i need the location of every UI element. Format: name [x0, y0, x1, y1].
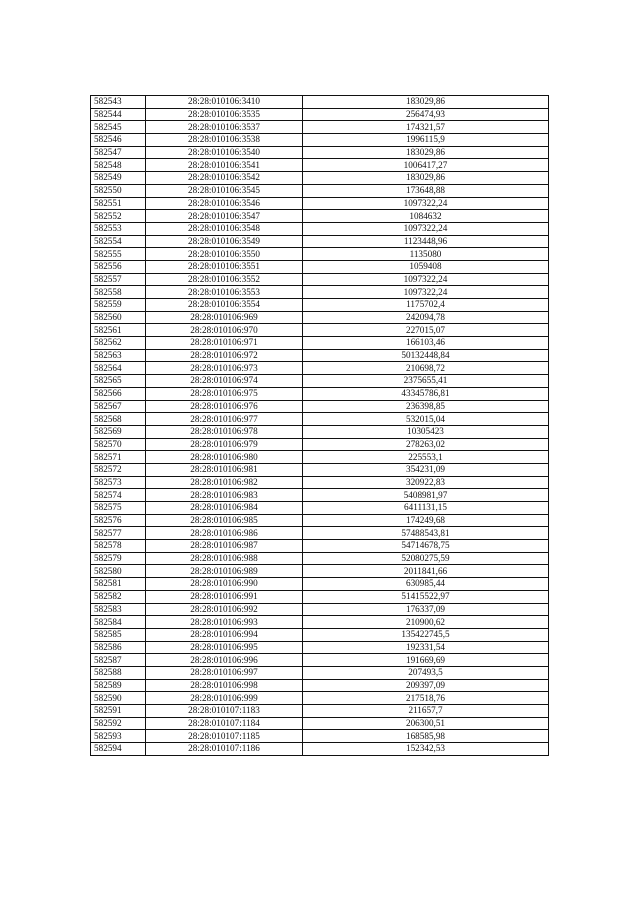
row-number-cell: 582576	[91, 514, 146, 527]
cadastral-value-cell: 1059408	[303, 260, 549, 273]
table-row	[91, 337, 549, 350]
table-row	[91, 603, 549, 616]
table-row	[91, 184, 549, 197]
cadastral-value-table	[90, 95, 549, 756]
table-row	[91, 108, 549, 121]
row-number-cell: 582554	[91, 235, 146, 248]
cadastral-number-cell: 28:28:010106:980	[146, 451, 303, 464]
cadastral-value-cell: 191669,69	[303, 654, 549, 667]
cadastral-number-cell: 28:28:010106:3546	[146, 197, 303, 210]
cadastral-value-cell: 152342,53	[303, 743, 549, 756]
cadastral-number-cell: 28:28:010106:3552	[146, 273, 303, 286]
cadastral-number-cell: 28:28:010106:986	[146, 527, 303, 540]
table-row	[91, 96, 549, 109]
table-row	[91, 489, 549, 502]
row-number-cell: 582587	[91, 654, 146, 667]
cadastral-value-cell: 168585,98	[303, 730, 549, 743]
cadastral-value-cell: 227015,07	[303, 324, 549, 337]
cadastral-number-cell: 28:28:010106:993	[146, 616, 303, 629]
cadastral-number-cell: 28:28:010106:3535	[146, 108, 303, 121]
cadastral-number-cell: 28:28:010106:983	[146, 489, 303, 502]
cadastral-number-cell: 28:28:010106:3545	[146, 184, 303, 197]
cadastral-value-cell: 532015,04	[303, 413, 549, 426]
row-number-cell: 582559	[91, 299, 146, 312]
table-row	[91, 552, 549, 565]
table-row	[91, 197, 549, 210]
cadastral-number-cell: 28:28:010106:988	[146, 552, 303, 565]
table-row	[91, 730, 549, 743]
cadastral-number-cell: 28:28:010106:972	[146, 349, 303, 362]
row-number-cell: 582593	[91, 730, 146, 743]
table-row	[91, 641, 549, 654]
table-row	[91, 438, 549, 451]
row-number-cell: 582591	[91, 705, 146, 718]
row-number-cell: 582586	[91, 641, 146, 654]
row-number-cell: 582563	[91, 349, 146, 362]
cadastral-number-cell: 28:28:010106:984	[146, 502, 303, 515]
cadastral-number-cell: 28:28:010106:3538	[146, 134, 303, 147]
row-number-cell: 582574	[91, 489, 146, 502]
row-number-cell: 582565	[91, 375, 146, 388]
cadastral-value-cell: 1135080	[303, 248, 549, 261]
cadastral-value-cell: 1097322,24	[303, 286, 549, 299]
table-row	[91, 514, 549, 527]
cadastral-number-cell: 28:28:010106:969	[146, 311, 303, 324]
cadastral-value-cell: 176337,09	[303, 603, 549, 616]
row-number-cell: 582564	[91, 362, 146, 375]
table-row	[91, 616, 549, 629]
cadastral-number-cell: 28:28:010106:997	[146, 666, 303, 679]
cadastral-number-cell: 28:28:010106:3540	[146, 146, 303, 159]
table-row	[91, 146, 549, 159]
cadastral-value-cell: 135422745,5	[303, 628, 549, 641]
cadastral-value-cell: 217518,76	[303, 692, 549, 705]
cadastral-value-cell: 630985,44	[303, 578, 549, 591]
table-row	[91, 425, 549, 438]
cadastral-value-cell: 166103,46	[303, 337, 549, 350]
cadastral-value-cell: 1006417,27	[303, 159, 549, 172]
cadastral-value-cell: 236398,85	[303, 400, 549, 413]
row-number-cell: 582592	[91, 717, 146, 730]
cadastral-value-cell: 54714678,75	[303, 540, 549, 553]
cadastral-number-cell: 28:28:010106:990	[146, 578, 303, 591]
cadastral-value-cell: 209397,09	[303, 679, 549, 692]
cadastral-value-cell: 183029,86	[303, 96, 549, 109]
row-number-cell: 582580	[91, 565, 146, 578]
cadastral-value-cell: 174249,68	[303, 514, 549, 527]
cadastral-value-cell: 183029,86	[303, 146, 549, 159]
row-number-cell: 582544	[91, 108, 146, 121]
cadastral-number-cell: 28:28:010106:3554	[146, 299, 303, 312]
row-number-cell: 582543	[91, 96, 146, 109]
table-row	[91, 578, 549, 591]
cadastral-value-cell: 210698,72	[303, 362, 549, 375]
table-row	[91, 502, 549, 515]
table-row	[91, 451, 549, 464]
table-row	[91, 705, 549, 718]
cadastral-number-cell: 28:28:010106:976	[146, 400, 303, 413]
row-number-cell: 582578	[91, 540, 146, 553]
cadastral-number-cell: 28:28:010106:974	[146, 375, 303, 388]
cadastral-value-cell: 225553,1	[303, 451, 549, 464]
cadastral-value-cell: 320922,83	[303, 476, 549, 489]
cadastral-number-cell: 28:28:010106:995	[146, 641, 303, 654]
row-number-cell: 582549	[91, 172, 146, 185]
table-row	[91, 172, 549, 185]
cadastral-value-cell: 52080275,59	[303, 552, 549, 565]
cadastral-number-cell: 28:28:010106:3548	[146, 222, 303, 235]
table-row	[91, 527, 549, 540]
table-row	[91, 540, 549, 553]
cadastral-number-cell: 28:28:010106:987	[146, 540, 303, 553]
cadastral-value-cell: 1097322,24	[303, 273, 549, 286]
table-row	[91, 476, 549, 489]
row-number-cell: 582571	[91, 451, 146, 464]
cadastral-number-cell: 28:28:010106:3542	[146, 172, 303, 185]
cadastral-value-cell: 5408981,97	[303, 489, 549, 502]
row-number-cell: 582582	[91, 590, 146, 603]
cadastral-number-cell: 28:28:010106:975	[146, 387, 303, 400]
row-number-cell: 582573	[91, 476, 146, 489]
cadastral-number-cell: 28:28:010106:991	[146, 590, 303, 603]
table-row	[91, 299, 549, 312]
cadastral-value-cell: 1123448,96	[303, 235, 549, 248]
cadastral-value-cell: 6411131,15	[303, 502, 549, 515]
row-number-cell: 582551	[91, 197, 146, 210]
table-row	[91, 717, 549, 730]
table-row	[91, 375, 549, 388]
row-number-cell: 582566	[91, 387, 146, 400]
cadastral-number-cell: 28:28:010106:992	[146, 603, 303, 616]
cadastral-value-cell: 192331,54	[303, 641, 549, 654]
row-number-cell: 582560	[91, 311, 146, 324]
row-number-cell: 582547	[91, 146, 146, 159]
row-number-cell: 582589	[91, 679, 146, 692]
cadastral-number-cell: 28:28:010106:3547	[146, 210, 303, 223]
table-row	[91, 273, 549, 286]
cadastral-value-cell: 57488543,81	[303, 527, 549, 540]
row-number-cell: 582583	[91, 603, 146, 616]
cadastral-number-cell: 28:28:010106:982	[146, 476, 303, 489]
cadastral-number-cell: 28:28:010106:970	[146, 324, 303, 337]
cadastral-value-cell: 207493,5	[303, 666, 549, 679]
cadastral-number-cell: 28:28:010107:1185	[146, 730, 303, 743]
cadastral-number-cell: 28:28:010106:3410	[146, 96, 303, 109]
row-number-cell: 582588	[91, 666, 146, 679]
cadastral-value-cell: 2375655,41	[303, 375, 549, 388]
cadastral-value-cell: 256474,93	[303, 108, 549, 121]
table-row	[91, 349, 549, 362]
row-number-cell: 582584	[91, 616, 146, 629]
table-row	[91, 260, 549, 273]
cadastral-number-cell: 28:28:010106:3550	[146, 248, 303, 261]
cadastral-number-cell: 28:28:010106:981	[146, 463, 303, 476]
cadastral-number-cell: 28:28:010106:979	[146, 438, 303, 451]
cadastral-number-cell: 28:28:010106:989	[146, 565, 303, 578]
row-number-cell: 582556	[91, 260, 146, 273]
cadastral-number-cell: 28:28:010106:996	[146, 654, 303, 667]
row-number-cell: 582562	[91, 337, 146, 350]
table-row	[91, 210, 549, 223]
cadastral-value-cell: 1175702,4	[303, 299, 549, 312]
row-number-cell: 582555	[91, 248, 146, 261]
table-row	[91, 248, 549, 261]
table-row	[91, 628, 549, 641]
table-row	[91, 565, 549, 578]
table-row	[91, 387, 549, 400]
cadastral-value-cell: 2011841,66	[303, 565, 549, 578]
cadastral-number-cell: 28:28:010106:998	[146, 679, 303, 692]
table-row	[91, 362, 549, 375]
cadastral-value-cell: 1097322,24	[303, 197, 549, 210]
table-row	[91, 324, 549, 337]
row-number-cell: 582546	[91, 134, 146, 147]
cadastral-number-cell: 28:28:010106:971	[146, 337, 303, 350]
cadastral-number-cell: 28:28:010106:985	[146, 514, 303, 527]
cadastral-value-cell: 1084632	[303, 210, 549, 223]
cadastral-number-cell: 28:28:010106:3553	[146, 286, 303, 299]
cadastral-value-cell: 1097322,24	[303, 222, 549, 235]
row-number-cell: 582590	[91, 692, 146, 705]
table-row	[91, 666, 549, 679]
row-number-cell: 582561	[91, 324, 146, 337]
cadastral-number-cell: 28:28:010106:3541	[146, 159, 303, 172]
cadastral-number-cell: 28:28:010106:999	[146, 692, 303, 705]
cadastral-number-cell: 28:28:010106:994	[146, 628, 303, 641]
table-row	[91, 159, 549, 172]
row-number-cell: 582570	[91, 438, 146, 451]
table-row	[91, 121, 549, 134]
row-number-cell: 582567	[91, 400, 146, 413]
row-number-cell: 582568	[91, 413, 146, 426]
table-row	[91, 679, 549, 692]
cadastral-number-cell: 28:28:010106:3551	[146, 260, 303, 273]
row-number-cell: 582575	[91, 502, 146, 515]
row-number-cell: 582577	[91, 527, 146, 540]
cadastral-value-cell: 51415522,97	[303, 590, 549, 603]
row-number-cell: 582579	[91, 552, 146, 565]
cadastral-value-cell: 50132448,84	[303, 349, 549, 362]
cadastral-value-cell: 211657,7	[303, 705, 549, 718]
cadastral-value-cell: 174321,57	[303, 121, 549, 134]
cadastral-value-cell: 278263,02	[303, 438, 549, 451]
row-number-cell: 582581	[91, 578, 146, 591]
table-body	[91, 96, 549, 756]
row-number-cell: 582545	[91, 121, 146, 134]
cadastral-number-cell: 28:28:010107:1184	[146, 717, 303, 730]
cadastral-value-cell: 10305423	[303, 425, 549, 438]
cadastral-number-cell: 28:28:010106:977	[146, 413, 303, 426]
row-number-cell: 582585	[91, 628, 146, 641]
row-number-cell: 582557	[91, 273, 146, 286]
table-row	[91, 400, 549, 413]
row-number-cell: 582552	[91, 210, 146, 223]
table-row	[91, 743, 549, 756]
row-number-cell: 582553	[91, 222, 146, 235]
table-row	[91, 311, 549, 324]
table-row	[91, 413, 549, 426]
table-row	[91, 222, 549, 235]
cadastral-number-cell: 28:28:010106:973	[146, 362, 303, 375]
cadastral-number-cell: 28:28:010107:1186	[146, 743, 303, 756]
table-row	[91, 235, 549, 248]
table-row	[91, 590, 549, 603]
table-row	[91, 463, 549, 476]
cadastral-value-cell: 210900,62	[303, 616, 549, 629]
cadastral-number-cell: 28:28:010106:3537	[146, 121, 303, 134]
table-row	[91, 286, 549, 299]
row-number-cell: 582550	[91, 184, 146, 197]
row-number-cell: 582548	[91, 159, 146, 172]
row-number-cell: 582572	[91, 463, 146, 476]
cadastral-value-cell: 173648,88	[303, 184, 549, 197]
cadastral-number-cell: 28:28:010106:3549	[146, 235, 303, 248]
table-row	[91, 692, 549, 705]
cadastral-value-cell: 206300,51	[303, 717, 549, 730]
cadastral-value-cell: 183029,86	[303, 172, 549, 185]
table-row	[91, 134, 549, 147]
table-row	[91, 654, 549, 667]
cadastral-number-cell: 28:28:010107:1183	[146, 705, 303, 718]
cadastral-number-cell: 28:28:010106:978	[146, 425, 303, 438]
row-number-cell: 582558	[91, 286, 146, 299]
row-number-cell: 582594	[91, 743, 146, 756]
cadastral-value-cell: 1996115,9	[303, 134, 549, 147]
cadastral-value-cell: 354231,09	[303, 463, 549, 476]
cadastral-value-cell: 242094,78	[303, 311, 549, 324]
row-number-cell: 582569	[91, 425, 146, 438]
cadastral-value-cell: 43345786,81	[303, 387, 549, 400]
